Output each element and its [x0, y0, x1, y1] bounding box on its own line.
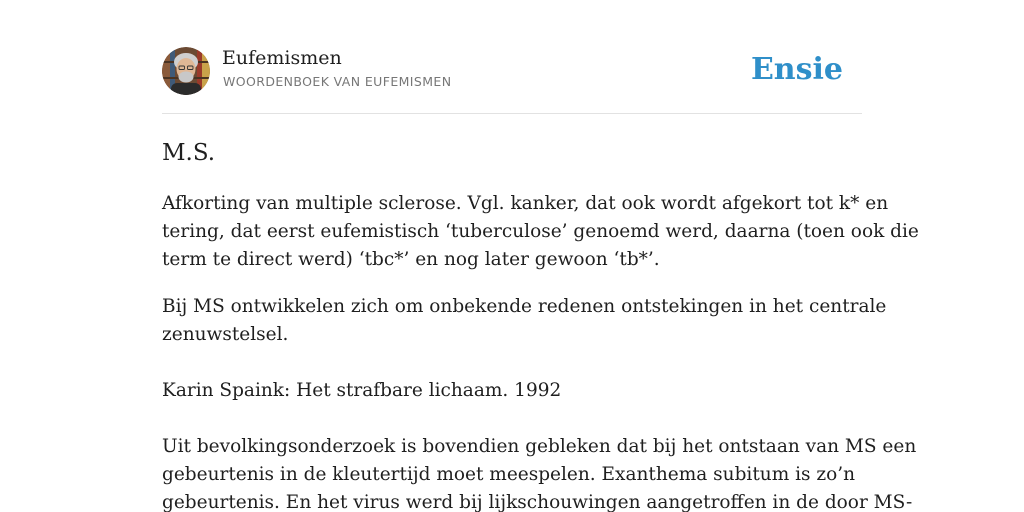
paragraph-1-line-1: Afkorting van multiple sclerose. Vgl. kanker, dat ook wordt afgekort tot k* en	[162, 193, 889, 214]
paragraph-3-line-1: Uit bevolkingsonderzoek is bovendien gebleken dat bij het ontstaan van MS een	[162, 436, 917, 457]
paragraph-2-line-1: Bij MS ontwikkelen zich om onbekende redenen ontstekingen in het centrale	[162, 296, 887, 317]
paragraph-1-line-3: term te direct werd) ‘tbc*’ en nog later gewoon ‘tb*’.	[162, 249, 660, 270]
source-citation: Karin Spaink: Het strafbare lichaam. 1992	[162, 380, 562, 401]
paragraph-3-line-3: gebeurtenis. En het virus werd bij lijkschouwingen aangetroffen in de door MS-	[162, 492, 913, 512]
author-avatar[interactable]	[162, 47, 210, 95]
entry-body	[162, 190, 919, 512]
paragraph-3-line-2: gebeurtenis in de kleutertijd moet meespelen. Exanthema subitum is zo’n	[162, 464, 856, 485]
entry-title: M.S.	[162, 140, 216, 166]
blog-header	[162, 46, 862, 96]
header-divider	[162, 113, 862, 114]
paragraph-1-line-2: tering, dat eerst eufemistisch ‘tuberculose’ genoemd werd, daarna (toen ook die	[162, 221, 919, 242]
blog-subtitle: WOORDENBOEK VAN EUFEMISMEN	[223, 74, 452, 89]
ensie-logo-link[interactable]: Ensie	[750, 52, 843, 87]
paragraph-2-line-2: zenuwstelsel.	[162, 324, 289, 345]
blog-name[interactable]: Eufemismen	[222, 47, 342, 69]
